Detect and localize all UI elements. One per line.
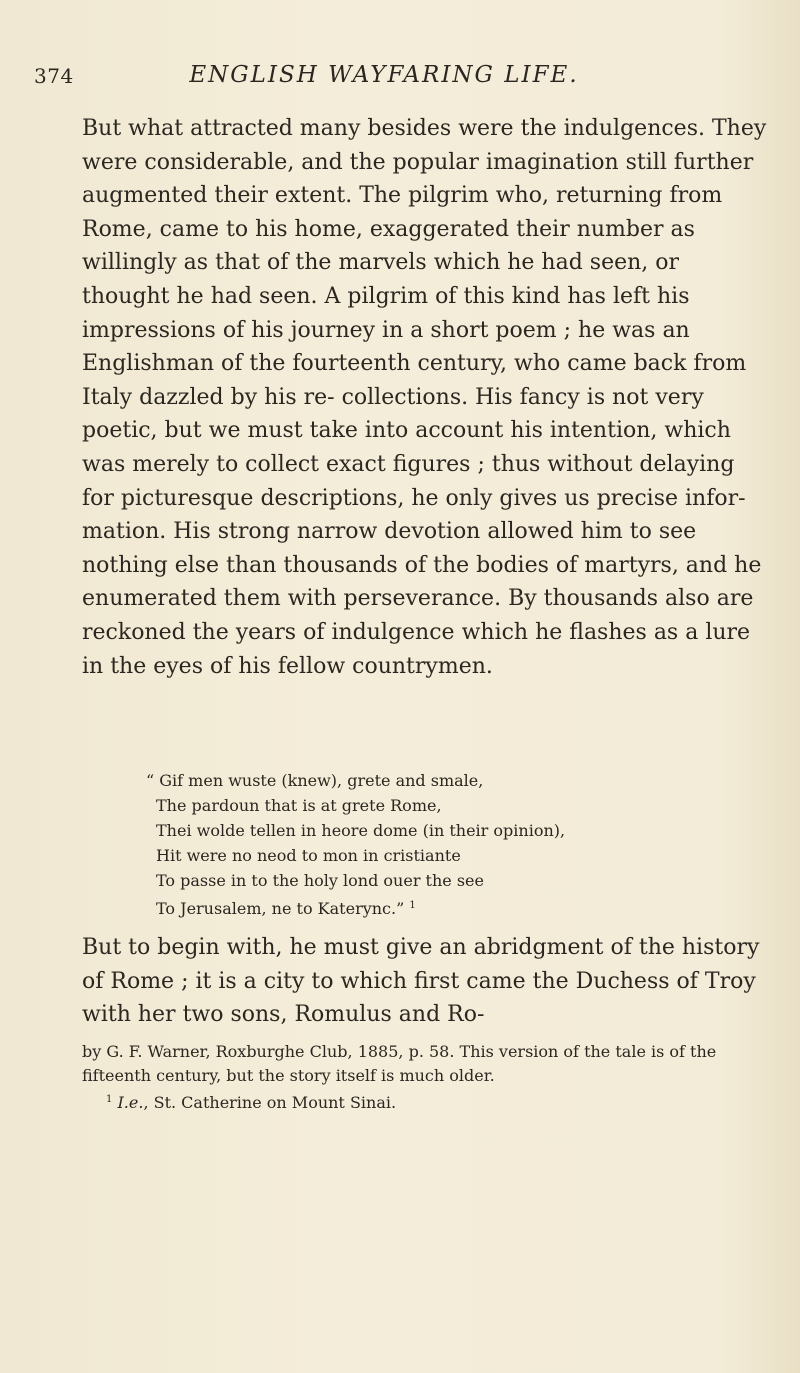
verse-line: “ Gif men wuste (knew), grete and smale,	[146, 771, 484, 790]
footnote-abbrev: I.e.	[117, 1093, 144, 1112]
footnote-1	[82, 1088, 770, 1115]
page-header	[34, 62, 734, 102]
footnote-reference: 1	[409, 900, 416, 911]
verse-line-text: To Jerusalem, ne to Katerync.”	[156, 899, 405, 918]
verse-quotation	[146, 768, 746, 921]
footnote-marker: 1	[106, 1094, 113, 1105]
footnotes	[82, 1040, 770, 1115]
verse-line-last	[146, 893, 746, 921]
running-head: ENGLISH WAYFARING LIFE.	[189, 62, 579, 88]
verse-line: To passe in to the holy lond ouer the see	[156, 871, 484, 890]
page-number: 374	[34, 64, 74, 88]
footnote-carryover: by G. F. Warner, Roxburghe Club, 1885, p. 58. This version of the tale is of the fifteenth century, but the story itself is much older.	[82, 1042, 717, 1085]
continuation-paragraph: But to begin with, he must give an abridgment of the history of Rome ; it is a city to which first came the Duchess of Troy with her two sons, Romulus and Ro-	[82, 935, 760, 1028]
footnote-text: , St. Catherine on Mount Sinai.	[143, 1093, 397, 1112]
verse-line: The pardoun that is at grete Rome,	[156, 796, 442, 815]
verse-line: Hit were no neod to mon in cristiante	[156, 846, 461, 865]
main-paragraph: But what attracted many besides were the indulgences. They were considerable, and the popular imagination still further augmented their extent. The pilgrim who, returning from Rome, came to his home, exaggerated their number as willingly as that of the marvels which he had seen, or thought he had seen. A pilgrim of this kind has left his impressions of his journey in a short poem ; he was an Englishman of the fourteenth century, who came back from Italy dazzled by his re- collections. His fancy is not very poetic, but we must take into account his intention, which was merely to collect exact figures ; thus without delaying for picturesque descriptions, he only gives us precise infor- mation. His strong narrow devotion allowed him to see nothing else than thousands of the bodies of martyrs, and he enumerated them with perseverance. By thousands also are reckoned the years of indulgence which he flashes as a lure in the eyes of his fellow countrymen.	[82, 116, 767, 679]
verse-line: Thei wolde tellen in heore dome (in their opinion),	[156, 821, 566, 840]
